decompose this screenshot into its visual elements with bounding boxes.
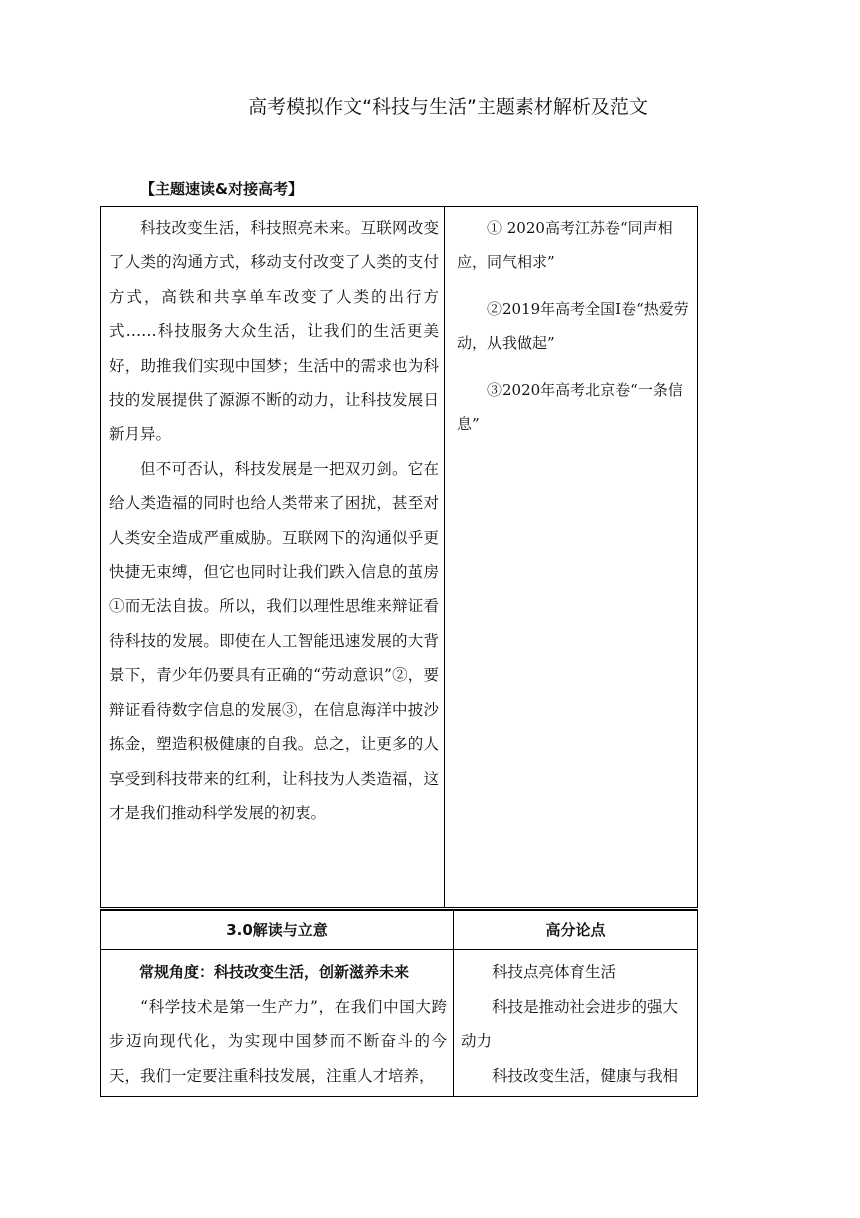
- exam-link-3: ③2020年高考北京卷“一条信息”: [457, 380, 683, 434]
- interpretation-subheading: 常规角度：科技改变生活，创新滋养未来: [139, 963, 410, 981]
- table-divider: [444, 207, 445, 907]
- argument-item-2: 科技是推动社会进步的强大动力: [461, 997, 679, 1051]
- exam-link-1: ① 2020高考江苏卷“同声相应，同气相求”: [457, 219, 673, 272]
- analysis-paragraph-2: 但不可否认，科技发展是一把双刃剑。它在给人类造福的同时也给人类带来了困扰，甚至对人类安全造成严重威胁。互联网下的沟通似乎更快捷无束缚，但它也同时让我们跌入信息的茧房①而无法自拔。所以，我们以理性思维来辩证看待科技的发展。即使在人工智能迅速发展的大背景下，青少年仍要具有正确的“劳动意识”②，要辩证看待数字信息的发展③，在信息海洋中披沙拣金，塑造积极健康的自我。总之，让更多的人享受到科技带来的红利，让科技为人类造福，这才是我们推动科学发展的初衷。: [109, 459, 439, 822]
- interpretation-paragraph: “科学技术是第一生产力”，在我们中国大跨步迈向现代化，为实现中国梦而不断奋斗的今天，我们一定要注重科技发展，注重人才培养，: [109, 997, 447, 1085]
- theme-table: [100, 206, 698, 908]
- theme-analysis-cell: [109, 211, 439, 830]
- interpretation-cell: [109, 955, 447, 1093]
- arguments-header: 高分论点: [545, 921, 606, 939]
- section-heading: 【主题速读&对接高考】: [140, 180, 304, 198]
- analysis-paragraph-1: 科技改变生活，科技照亮未来。互联网改变了人类的沟通方式，移动支付改变了人类的支付方式，高铁和共享单车改变了人类的出行方式……科技服务大众生活，让我们的生活更美好，助推我们实现中国梦；生活中的需求也为科技的发展提供了源源不断的动力，让科技发展日新月异。: [109, 219, 439, 444]
- arguments-cell: [461, 955, 693, 1093]
- header-divider: [101, 949, 697, 950]
- interpretation-header: 3.0解读与立意: [226, 921, 328, 939]
- exam-links-cell: [457, 211, 693, 453]
- exam-link-2: ②2019年高考全国Ⅰ卷“热爱劳动，从我做起”: [457, 299, 689, 353]
- argument-item-1: 科技点亮体育生活: [492, 963, 617, 981]
- argument-item-3: 科技改变生活，健康与我相: [492, 1066, 679, 1085]
- document-title: [0, 92, 860, 119]
- interpretation-table: [100, 909, 698, 1097]
- document-title-text: 高考模拟作文“科技与生活”主题素材解析及范文: [248, 96, 648, 118]
